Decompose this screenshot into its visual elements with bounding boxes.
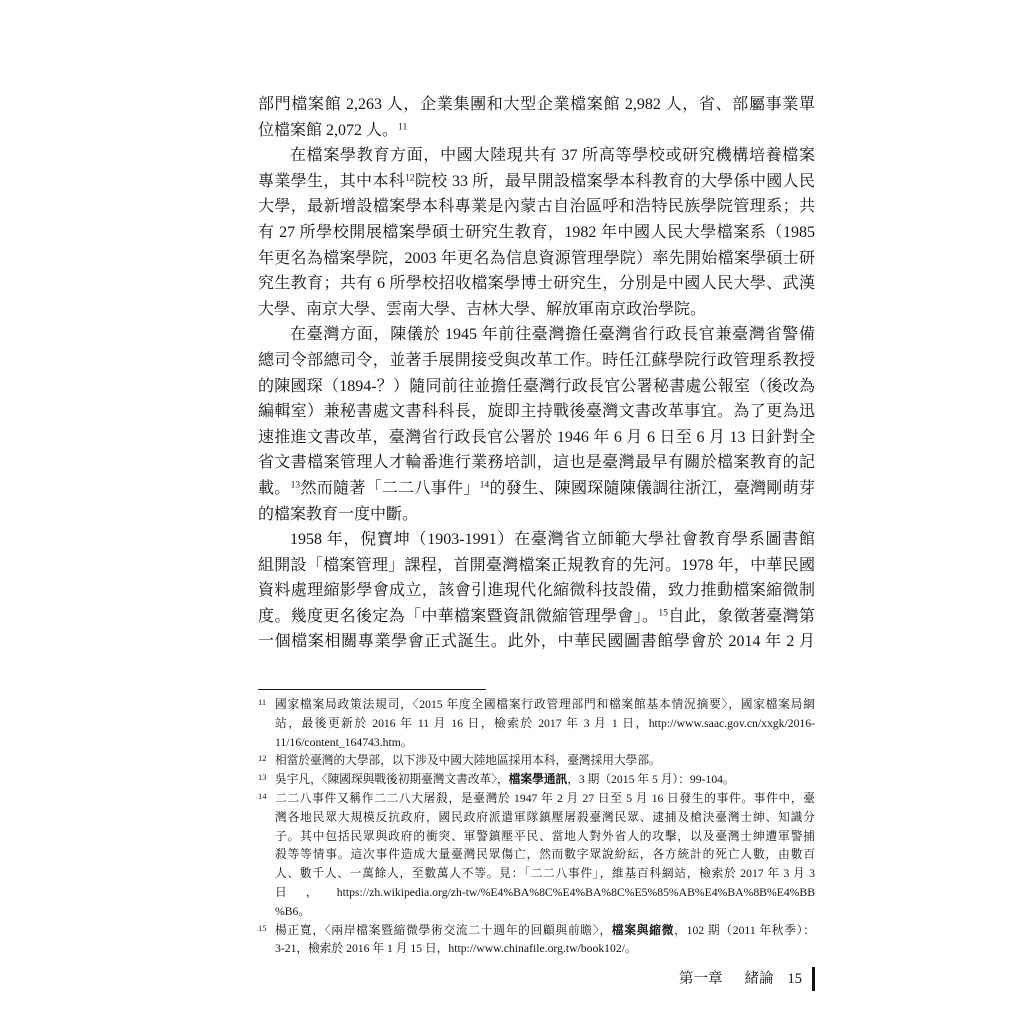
footnote-line [275,922,815,941]
text-line [258,220,815,246]
text-line [258,450,815,476]
text-line [258,118,815,144]
text-line [258,322,815,348]
text-line [258,348,815,374]
text-run: 位檔案館 2,072 人。 [258,121,399,139]
text-run: 日，https://zh.wikipedia.org/zh-tw/%E4%BA%8C%E4%BA%8C%E5%85%AB%E4%BA%8B%E4%BB [275,885,815,899]
text-run: 殺等等情事。這次事件造成大量臺灣民眾傷亡，然而數字眾說紛紜，各方統計的死亡人數，由數百 [275,848,815,862]
text-line [258,527,815,553]
footnote-line [275,696,815,715]
footnote-number: 13 [258,772,267,783]
footnote-line [275,940,815,959]
text-run: 灣各地民眾大規模反抗政府，國民政府派遣軍隊鎮壓屠殺臺灣民眾、逮捕及槍決臺灣士紳、知識分 [275,810,815,824]
text-run: 度。幾度更名後定為「中華檔案暨資訊微縮管理學會」。 [258,607,659,625]
text-run: 總司令部總司令，並著手展開接受與改革工作。時任江蘇學院行政管理系教授 [258,351,815,369]
text-run: 人、數千人、一萬餘人，至數萬人不等。見：「二二八事件」，維基百科網站，檢索於 2017 年 3 月 3 [275,867,815,881]
footnote-12 [258,752,815,771]
footnote-number: 11 [258,697,267,707]
text-line [258,604,815,630]
journal-title: 檔案學通訊 [508,773,568,787]
footnote-line [275,903,815,922]
text-line [258,143,815,169]
text-run: ，102 期（2011 年秋季）： [674,923,815,937]
text-run: 1958 年，倪寶坤（1903-1991）在臺灣省立師範大學社會教育學系圖書館 [290,531,815,549]
text-line [258,578,815,604]
text-run: 院校 33 所，最早開設檔案學本科教育的大學係中國人民 [414,172,815,190]
footnote-ref-15: 15 [658,607,668,619]
text-run: 3-21，檢索於 2016 年 1 月 15 日，http://www.chinafile.org.tw/book102/。 [275,942,637,956]
text-run: 大學、南京大學、雲南大學、吉林大學、解放軍南京政治學院。 [258,300,707,318]
text-run: 站，最後更新於 2016 年 11 月 16 日，檢索於 2017 年 3 月 1 日，http://www.saac.gov.cn/xxgk/2016- [275,716,815,730]
paragraph-2 [258,143,815,322]
footnote-14 [258,790,815,922]
footnote-line [275,790,815,809]
text-run: 的陳國琛（1894-？）隨同前往並擔任臺灣行政長官公署秘書處公報室（後改為 [258,377,815,395]
text-run: 的發生、陳國琛隨陳儀調往浙江，臺灣剛萌芽 [489,479,815,497]
footnote-ref-12: 12 [405,172,415,184]
footnote-number: 12 [258,753,267,764]
footnote-ref-11: 11 [398,120,408,132]
page-number: 15 [787,971,802,987]
text-run: 大學，最新增設檔案學本科專業是內蒙古自治區呼和浩特民族學院管理系；共 [258,198,815,216]
text-run: 的檔案教育一度中斷。 [258,505,419,523]
text-run: 部門檔案館 2,263 人，企業集團和大型企業檔案館 2,982 人，省、部屬事業單 [258,96,815,113]
text-line [258,271,815,297]
paragraph-3 [258,322,815,527]
footnote-divider [258,689,486,690]
text-line [258,297,815,323]
page-footer [679,968,802,990]
text-run: 一個檔案相關專業學會正式誕生。此外，中華民國圖書館學會於 2014 年 2 月 [258,633,815,651]
text-line [258,194,815,220]
text-run: 吳宇凡，〈陳國琛與戰後初期臺灣文書改革〉， [275,773,509,787]
journal-title: 檔案與縮微 [611,923,675,937]
footnote-11 [258,696,815,752]
footnotes [258,696,815,959]
text-run: 究生教育；共有 6 所學校招收檔案學博士研究生，分別是中國人民大學、武漢 [258,275,815,293]
footnote-line [275,884,815,903]
text-run: 國家檔案局政策法規司，〈2015 年度全國檔案行政管理部門和檔案館基本情況摘要〉，國家檔案局網 [275,698,815,711]
body-text [258,92,815,655]
text-run: 速推進文書改革，臺灣省行政長官公署於 1946 年 6 月 6 日至 6 月 13 日針對全 [258,428,815,446]
text-run: 11/16/content_164743.htm。 [275,735,413,749]
chapter-label: 第一章 [679,971,723,987]
text-line [258,502,815,528]
footnote-number: 14 [258,790,267,801]
text-line [258,629,815,655]
footnote-ref-14: 14 [479,479,490,491]
text-run: 組開設「檔案管理」課程，首開臺灣檔案正規教育的先河。1978 年，中華民國 [258,556,815,574]
text-line [258,553,815,579]
text-line [258,399,815,425]
footer-bar [812,967,815,991]
text-run: 在臺灣方面，陳儀於 1945 年前往臺灣擔任臺灣省行政長官兼臺灣省警備 [290,326,815,344]
chapter-title: 緒論 [744,971,774,987]
footnote-number: 15 [258,922,267,933]
text-line [258,92,815,118]
text-line [258,476,815,502]
footnote-line [275,846,815,865]
footnote-line [275,734,815,753]
text-run: 然而隨著「二二八事件」 [300,479,480,497]
text-run: 年更名為檔案學院，2003 年更名為信息資源管理學院）率先開始檔案學碩士研 [258,249,815,267]
text-run: 楊正寬，〈兩岸檔案暨縮微學術交流二十週年的回顧與前瞻〉， [275,923,612,937]
text-run: 二二八事件又稱作二二八大屠殺，是臺灣於 1947 年 2 月 27 日至 5 月 16 日發生的事件。事件中，臺 [275,791,815,805]
text-run: 專業學生，其中本科 [258,172,406,190]
footnote-15 [258,922,815,960]
text-line [258,425,815,451]
paragraph-4 [258,527,815,655]
footnote-line [275,715,815,734]
footnote-line [275,752,815,771]
footnote-ref-13: 13 [290,479,301,491]
text-run: 有 27 所學校開展檔案學碩士研究生教育，1982 年中國人民大學檔案系（1985 [258,223,815,241]
text-line [258,169,815,195]
text-run: 載。 [258,479,291,497]
text-run: 資料處理縮影學會成立，該會引進現代化縮微科技設備，致力推動檔案縮微制 [258,582,815,600]
text-run: %B6。 [275,904,311,918]
footnote-line [275,828,815,847]
text-line [258,246,815,272]
text-run: 在檔案學教育方面，中國大陸現共有 37 所高等學校或研究機構培養檔案 [290,147,815,165]
text-run: 自此，象徵著臺灣第 [667,607,815,625]
footnote-line [275,809,815,828]
footnote-13 [258,771,815,790]
footnote-line [275,865,815,884]
text-run: 省文書檔案管理人才輪番進行業務培訓，這也是臺灣最早有關於檔案教育的記 [258,454,815,472]
paragraph-1 [258,92,815,143]
text-run: 相當於臺灣的大學部，以下涉及中國大陸地區採用本科，臺灣採用大學部。 [275,754,661,768]
footnote-line [275,771,815,790]
text-line [258,374,815,400]
text-run: ，3 期（2015 年 5 月）：99-104。 [567,773,735,787]
text-run: 編輯室）兼秘書處文書科科長，旋即主持戰後臺灣文書改革事宜。為了更為迅 [258,403,815,421]
text-run: 子。其中包括民眾與政府的衝突、軍警鎮壓平民、當地人對外省人的攻擊，以及臺灣士紳遭軍警捕 [275,829,815,843]
